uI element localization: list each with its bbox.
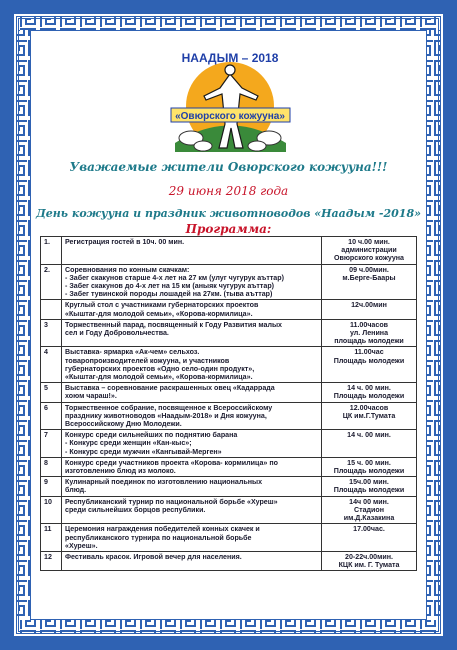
- time-place-line: КЦК им. Г. Тумата: [338, 561, 400, 570]
- row-time-place: [322, 264, 417, 300]
- program-row: [41, 477, 417, 496]
- activity-line: Соревнования по конным скачкам:: [65, 265, 190, 274]
- row-activity: [62, 383, 322, 402]
- logo-banner: «Овюрского кожууна»: [175, 111, 285, 122]
- program-row: [41, 402, 417, 430]
- activity-line: Выставка – соревнование раскрашенных овец «Кадаррада: [65, 384, 275, 393]
- row-number: 10: [41, 496, 62, 524]
- time-place-line: Овюрского кожууна: [333, 254, 405, 263]
- row-time-place: [322, 347, 417, 383]
- program-row: [41, 300, 417, 319]
- time-place-line: 15 ч. 00 мин.: [347, 458, 391, 467]
- time-place-line: 12ч.00мин: [351, 301, 387, 310]
- activity-line: блюд.: [65, 486, 87, 495]
- program-row: [41, 237, 417, 265]
- greeting: Уважаемые жители Овюрского кожууна!!!: [69, 160, 388, 174]
- activity-line: - Конкурс среди женщин «Кан-кыс»;: [65, 439, 192, 448]
- event-title: День кожууна и праздник животноводов «Наадым -2018»: [36, 207, 421, 220]
- time-place-line: 10 ч.00 мин.: [348, 238, 390, 246]
- time-place-line: 15ч.00 мин.: [349, 478, 389, 487]
- row-number: 11: [41, 524, 62, 552]
- row-activity: [62, 319, 322, 347]
- activity-line: Республиканский турнир по национальной борьбе «Хуреш»: [65, 497, 278, 506]
- row-time-place: [322, 300, 417, 319]
- row-activity: [62, 237, 322, 265]
- time-place-line: Площадь молодежи: [333, 486, 405, 495]
- logo-title: НААДЫМ – 2018: [181, 51, 279, 65]
- activity-line: губернаторских проектов «Одно село-один продукт»,: [65, 364, 255, 373]
- activity-line: «Кыштаг-для молодой семьи», «Корова-кормилица».: [65, 309, 253, 318]
- row-time-place: [322, 457, 417, 476]
- activity-line: изготовлению блюд из молоко.: [65, 467, 176, 476]
- row-time-place: [322, 496, 417, 524]
- naadym-logo: [163, 48, 298, 166]
- activity-line: товаропроизводителей кожууна, и участников: [65, 356, 230, 365]
- activity-line: Конкурс среди участников проекта «Корова- кормилица» по: [65, 458, 278, 467]
- row-activity: [62, 496, 322, 524]
- time-place-line: им.Д.Казакина: [343, 514, 395, 523]
- time-place-line: 12.00часов: [349, 403, 389, 412]
- row-number: 1.: [41, 237, 62, 265]
- activity-line: - Забег тувинской породы лошадей на 27км. (тыва аъттар): [65, 290, 273, 299]
- program-row: [41, 264, 417, 300]
- time-place-line: площадь молодежи: [334, 337, 404, 346]
- row-activity: [62, 300, 322, 319]
- time-place-line: Площадь молодежи: [333, 467, 405, 476]
- row-number: 8: [41, 457, 62, 476]
- time-place-line: ЦК им.Г.Тумата: [342, 411, 396, 420]
- row-activity: [62, 347, 322, 383]
- activity-line: - Конкурс среди мужчин «Кангывай-Мерген»: [65, 447, 222, 456]
- program-row: [41, 551, 417, 570]
- activity-line: среди сильнейших борцов республики.: [65, 505, 206, 514]
- row-number: 2.: [41, 264, 62, 300]
- time-place-line: 14 ч. 00 мин.: [347, 384, 391, 393]
- row-time-place: [322, 524, 417, 552]
- activity-line: республиканского турнира по национальной борьбе: [65, 533, 252, 542]
- activity-line: - Забег скакунов старше 4-х лет на 27 км (улуг чугурук аъттар): [65, 273, 284, 282]
- row-time-place: [322, 477, 417, 496]
- row-activity: [62, 477, 322, 496]
- row-time-place: [322, 383, 417, 402]
- row-number: 3: [41, 319, 62, 347]
- time-place-line: м.Берге-Баары: [342, 273, 396, 282]
- activity-line: Церемония награждения победителей конных скачек и: [65, 525, 260, 534]
- program-row: [41, 319, 417, 347]
- activity-line: Торжественное собрание, посвященное к Всероссийскому: [65, 403, 273, 412]
- time-place-line: администрации: [341, 246, 397, 255]
- row-number: [41, 300, 62, 319]
- row-time-place: [322, 551, 417, 570]
- activity-line: сел и Году Добровольчества.: [65, 329, 169, 338]
- time-place-line: Стадион: [353, 505, 385, 514]
- time-place-line: 09 ч.00мин.: [349, 265, 389, 274]
- row-time-place: [322, 319, 417, 347]
- activity-line: Кулинарный поединок по изготовлению национальных: [65, 478, 263, 487]
- time-place-line: 14 ч. 00 мин.: [347, 431, 391, 440]
- program-table: [40, 236, 417, 571]
- program-row: [41, 524, 417, 552]
- row-number: 4: [41, 347, 62, 383]
- program-row: [41, 457, 417, 476]
- row-activity: [62, 402, 322, 430]
- activity-line: Круглый стол с участниками губернаторских проектов: [65, 301, 259, 310]
- program-heading: Программа:: [185, 222, 272, 236]
- program-row: [41, 383, 417, 402]
- activity-line: празднику животноводов «Наадым-2018» и Дня кожууна,: [65, 411, 267, 420]
- row-activity: [62, 264, 322, 300]
- activity-line: «Кыштаг-для молодой семьи», «Корова-кормилица».: [65, 373, 253, 382]
- activity-line: «Хуреш».: [65, 541, 98, 550]
- event-date: 29 июня 2018 года: [168, 184, 289, 198]
- time-place-line: 11.00час: [354, 348, 384, 357]
- activity-line: Выставка- ярмарка «Ак-чем» сельхоз.: [65, 348, 200, 357]
- time-place-line: Площадь молодежи: [333, 392, 405, 401]
- activity-line: Всероссийскому Дню Молодежи.: [65, 420, 182, 429]
- row-time-place: [322, 237, 417, 265]
- time-place-line: 17.00час.: [353, 525, 385, 534]
- row-number: 7: [41, 430, 62, 458]
- activity-line: - Забег скакунов до 4-х лет на 15 км (аныяк чугурук аъттар): [65, 282, 275, 291]
- row-time-place: [322, 402, 417, 430]
- program-row: [41, 347, 417, 383]
- time-place-line: Площадь молодежи: [333, 356, 405, 365]
- activity-line: хоюм чараш!».: [65, 392, 117, 401]
- time-place-line: ул. Ленина: [349, 329, 389, 338]
- program-row: [41, 496, 417, 524]
- time-place-line: 14ч 00 мин.: [349, 497, 389, 506]
- row-activity: [62, 430, 322, 458]
- row-number: 9: [41, 477, 62, 496]
- row-number: 12: [41, 551, 62, 570]
- row-number: 6: [41, 402, 62, 430]
- row-activity: [62, 551, 322, 570]
- time-place-line: 20-22ч.00мин.: [345, 552, 393, 561]
- activity-line: Фестиваль красок. Игровой вечер для населения.: [65, 552, 242, 561]
- time-place-line: 11.00часов: [349, 320, 389, 329]
- row-activity: [62, 457, 322, 476]
- row-number: 5: [41, 383, 62, 402]
- activity-line: Регистрация гостей в 10ч. 00 мин.: [65, 238, 185, 246]
- row-time-place: [322, 430, 417, 458]
- row-activity: [62, 524, 322, 552]
- program-row: [41, 430, 417, 458]
- activity-line: Конкурс среди сильнейших по поднятию барана: [65, 431, 238, 440]
- activity-line: Торжественный парад, посвященный к Году Развития малых: [65, 320, 282, 329]
